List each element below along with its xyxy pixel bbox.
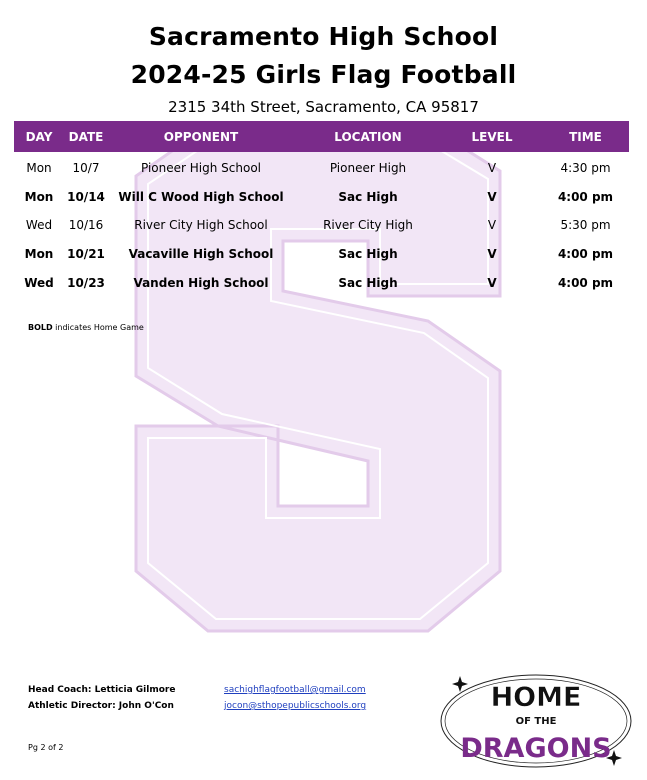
cell-day: Mon (26, 161, 52, 176)
cell-time: 4:00 pm (557, 275, 614, 290)
cell-location: Sac High (338, 275, 398, 290)
cell-level: V (487, 218, 497, 233)
coach-email-link[interactable]: sachighflagfootball@gmail.com (224, 685, 366, 695)
column-header-opponent: OPPONENT (108, 121, 294, 152)
cell-time: 4:30 pm (560, 161, 611, 176)
column-header-level: LEVEL (442, 121, 542, 152)
cell-time: 4:00 pm (557, 189, 614, 204)
cell-location: River City High (323, 218, 413, 233)
head-coach: Head Coach: Letticia Gilmore (28, 685, 176, 695)
school-address: 2315 34th Street, Sacramento, CA 95817 (168, 98, 479, 116)
column-header-location: LOCATION (294, 121, 442, 152)
legend-bold-word: BOLD (28, 323, 53, 332)
cell-day: Wed (25, 218, 53, 233)
table-row (14, 240, 629, 269)
table-row (14, 152, 629, 183)
cell-day: Mon (24, 247, 54, 262)
athletic-director: Athletic Director: John O'Con (28, 701, 174, 711)
page-number: Pg 2 of 2 (28, 743, 64, 752)
cell-date: 10/14 (67, 189, 105, 204)
cell-level: V (487, 275, 497, 290)
cell-opponent: Pioneer High School (141, 161, 261, 176)
column-header-date: DATE (64, 121, 108, 152)
ad-email-link[interactable]: jocon@sthopepublicschools.org (224, 701, 367, 711)
document-header (0, 18, 647, 118)
cell-location: Sac High (338, 189, 398, 204)
home-game-legend (28, 323, 144, 332)
cell-location: Pioneer High (329, 161, 407, 176)
contact-emails (224, 682, 366, 714)
legend-text: indicates Home Game (52, 323, 144, 332)
column-header-time: TIME (542, 121, 629, 152)
cell-opponent: Vanden High School (133, 275, 269, 290)
schedule-table (14, 121, 629, 297)
school-title: Sacramento High School (148, 22, 499, 51)
cell-day: Wed (24, 275, 54, 290)
cell-opponent: Will C Wood High School (118, 189, 284, 204)
table-row (14, 183, 629, 212)
column-header-day: DAY (14, 121, 64, 152)
cell-date: 10/16 (68, 218, 104, 233)
cell-level: V (487, 161, 497, 176)
cell-location: Sac High (338, 247, 398, 262)
home-of-the-dragons-logo (438, 668, 634, 774)
cell-date: 10/23 (67, 275, 105, 290)
cell-opponent: River City High School (134, 218, 268, 233)
table-row (14, 211, 629, 240)
cell-level: V (487, 189, 497, 204)
logo-line-of-the: OF THE (515, 716, 557, 727)
cell-time: 4:00 pm (557, 247, 614, 262)
table-row (14, 268, 629, 297)
cell-day: Mon (24, 189, 54, 204)
table-header-row (14, 121, 629, 152)
cell-date: 10/21 (67, 247, 105, 262)
staff-contacts (28, 682, 175, 714)
cell-opponent: Vacaville High School (128, 247, 274, 262)
cell-time: 5:30 pm (560, 218, 611, 233)
logo-line-home: HOME (490, 682, 582, 713)
cell-date: 10/7 (72, 161, 100, 176)
cell-level: V (487, 247, 497, 262)
logo-line-dragons: DRAGONS (460, 733, 612, 764)
season-title: 2024-25 Girls Flag Football (130, 60, 517, 89)
